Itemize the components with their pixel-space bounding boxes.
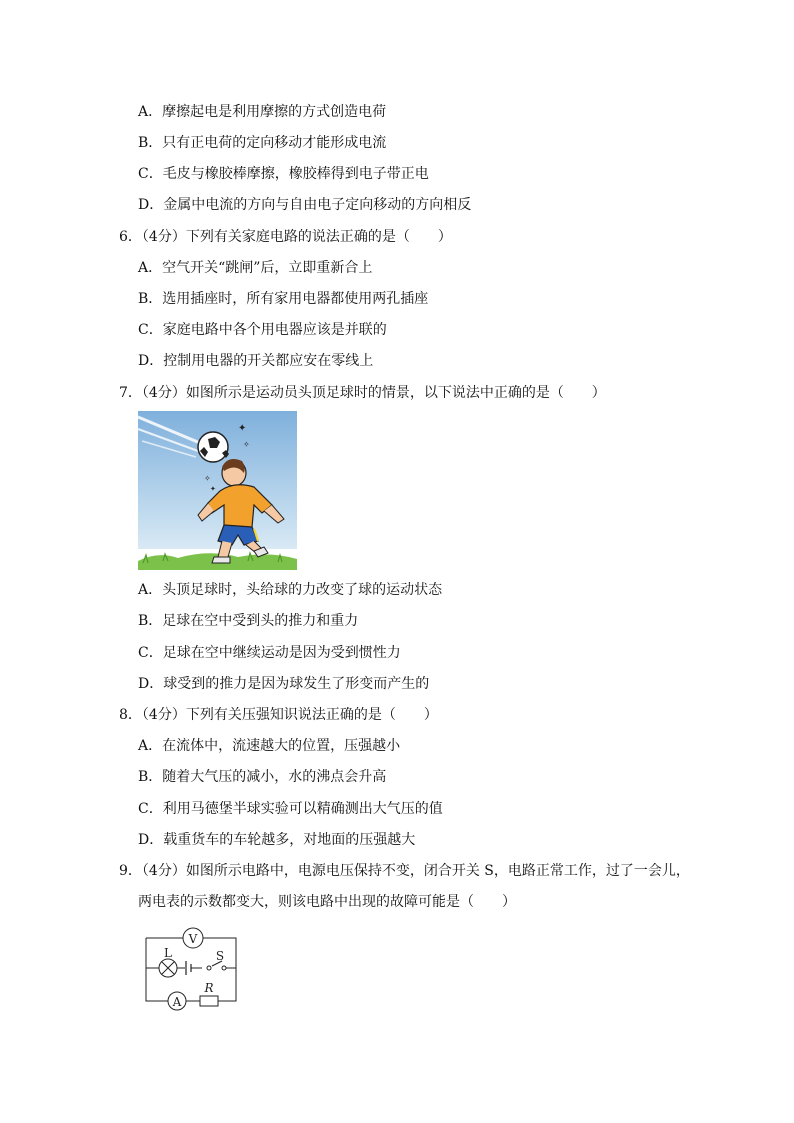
q8-option-c: C．利用马德堡半球实验可以精确测出大气压的值 <box>138 801 443 817</box>
q5-option-c: C．毛皮与橡胶棒摩擦，橡胶棒得到电子带正电 <box>138 166 429 182</box>
q5-option-a: A．摩擦起电是利用摩擦的方式创造电荷 <box>138 104 387 120</box>
q5-option-b: B．只有正电荷的定向移动才能形成电流 <box>138 135 387 151</box>
q8-option-a: A．在流体中，流速越大的位置，压强越小 <box>138 738 401 754</box>
svg-text:✦: ✦ <box>210 485 216 493</box>
q6-option-a: A．空气开关“跳闸”后，立即重新合上 <box>138 260 373 276</box>
circuit-svg <box>138 925 244 1011</box>
q5-option-d: D．金属中电流的方向与自由电子定向移动的方向相反 <box>138 197 472 213</box>
q6-stem: 6．（4分）下列有关家庭电路的说法正确的是（ ） <box>119 229 452 245</box>
soccer-header-illustration <box>138 411 297 570</box>
q7-option-b: B．足球在空中受到头的推力和重力 <box>138 613 359 629</box>
q8-option-b: B．随着大气压的减小，水的沸点会升高 <box>138 769 387 785</box>
svg-text:✧: ✧ <box>204 474 211 483</box>
q8-stem: 8．（4分）下列有关压强知识说法正确的是（ ） <box>119 707 438 723</box>
voltmeter-label: V <box>188 932 198 946</box>
ammeter-label: A <box>172 995 182 1009</box>
q7-option-d: D．球受到的推力是因为球发生了形变而产生的 <box>138 676 430 692</box>
resistor-label: R <box>204 981 214 995</box>
q8-option-d: D．载重货车的车轮越多，对地面的压强越大 <box>138 832 416 848</box>
q7-option-a: A．头顶足球时，头给球的力改变了球的运动状态 <box>138 582 443 598</box>
q7-option-c: C．足球在空中继续运动是因为受到惯性力 <box>138 645 401 661</box>
q7-stem: 7．（4分）如图所示是运动员头顶足球时的情景，以下说法中正确的是（ ） <box>119 385 606 401</box>
svg-text:✧: ✧ <box>243 440 250 449</box>
circuit-diagram <box>138 925 244 1011</box>
q9-stem-line1: 9．（4分）如图所示电路中，电源电压保持不变，闭合开关 S，电路正常工作，过了一会儿， <box>119 863 690 879</box>
q6-option-c: C．家庭电路中各个用电器应该是并联的 <box>138 322 387 338</box>
q9-stem-line2: 两电表的示数都变大，则该电路中出现的故障可能是（ ） <box>138 894 516 910</box>
q6-option-b: B．选用插座时，所有家用电器都使用两孔插座 <box>138 291 429 307</box>
lamp-label: L <box>164 946 172 960</box>
svg-text:✦: ✦ <box>238 423 247 434</box>
soccer-player-image <box>138 411 297 570</box>
q6-option-d: D．控制用电器的开关都应安在零线上 <box>138 353 374 369</box>
switch-label: S <box>215 949 225 963</box>
